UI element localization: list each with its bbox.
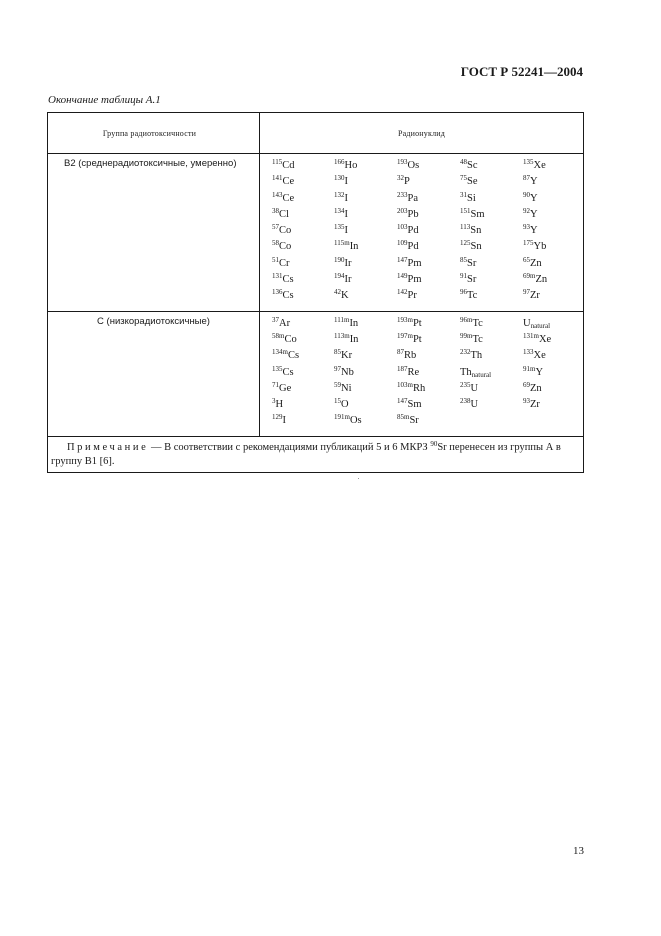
- note-dash: —: [148, 441, 165, 453]
- mass-number: 58m: [272, 331, 285, 340]
- nuclide-item: [523, 223, 583, 239]
- element-symbol: Cl: [279, 208, 289, 220]
- element-symbol: Co: [279, 241, 292, 253]
- element-symbol: Sr: [409, 415, 419, 427]
- nuclide-item: [397, 158, 460, 174]
- element-symbol: Pm: [407, 257, 422, 269]
- scan-speck: [358, 478, 359, 479]
- nuclide-item: [397, 348, 460, 364]
- nuclide-item: [523, 381, 583, 397]
- page-number: 13: [573, 845, 584, 857]
- element-symbol: Ar: [279, 317, 291, 329]
- group-label: В2 (среднерадиотоксичные, умеренно): [64, 158, 237, 169]
- mass-number: 65: [523, 255, 530, 264]
- nuclide-item: [460, 413, 523, 429]
- mass-number: 191m: [334, 413, 350, 422]
- note-text-before: В соответствии с рекомендациями публикаций 5 и 6 МКРЗ: [164, 441, 431, 453]
- element-symbol: Pr: [407, 290, 417, 302]
- mass-number: 96: [460, 288, 467, 297]
- mass-number: 130: [334, 174, 345, 183]
- element-symbol: Ni: [341, 382, 352, 394]
- mass-number: 3: [272, 397, 276, 406]
- nuclide-item: [397, 288, 460, 304]
- table-note-row: [48, 436, 584, 472]
- mass-number: 48: [460, 158, 467, 166]
- mass-number: 113m: [334, 331, 350, 340]
- element-symbol: Tc: [467, 290, 478, 302]
- element-symbol: Si: [467, 192, 476, 204]
- element-symbol: Sn: [470, 241, 482, 253]
- nuclide-item: [334, 158, 397, 174]
- nuclide-item: [334, 316, 397, 332]
- mass-number: 135: [334, 223, 345, 232]
- mass-number: 136: [272, 288, 283, 297]
- mass-number: 235: [460, 380, 471, 389]
- nuclide-item: [272, 397, 334, 413]
- mass-number: 97: [523, 288, 530, 297]
- element-symbol: Ce: [282, 176, 295, 188]
- element-symbol: Zr: [530, 399, 540, 411]
- mass-number: 134m: [272, 348, 288, 357]
- nuclide-item: [397, 174, 460, 190]
- element-symbol: Sm: [407, 399, 422, 411]
- nuclide-item: [397, 272, 460, 288]
- element-symbol: O: [341, 399, 349, 411]
- mass-number: 59: [334, 380, 341, 389]
- group-cell-c: [48, 311, 260, 436]
- nuclide-grid: [272, 316, 583, 430]
- mass-number: 58: [272, 239, 279, 248]
- element-symbol: Th: [460, 366, 472, 378]
- nuclide-item: [397, 413, 460, 429]
- nuclide-item: [272, 413, 334, 429]
- element-symbol: Cs: [282, 366, 294, 378]
- nuclide-item: [334, 332, 397, 348]
- nuclide-item: [523, 397, 583, 413]
- nuclide-item: [334, 272, 397, 288]
- natural-subscript: natural: [471, 370, 492, 379]
- mass-number: 103: [397, 223, 408, 232]
- element-symbol: Sn: [470, 225, 482, 237]
- element-symbol: Sr: [467, 274, 477, 286]
- nuclide-grid: [272, 158, 583, 305]
- mass-number: 85m: [397, 413, 410, 422]
- note-text-after: Sr перенесен из группы А в группу В1 [6].: [51, 441, 561, 467]
- mass-number: 131m: [523, 331, 539, 340]
- mass-number: 193: [397, 158, 408, 166]
- mass-number: 197m: [397, 331, 413, 340]
- nuclide-item: [523, 191, 583, 207]
- mass-number: 93: [523, 397, 530, 406]
- mass-number: 75: [460, 174, 467, 183]
- table-note: [48, 436, 584, 472]
- nuclide-item: [460, 223, 523, 239]
- nuclide-item: [334, 288, 397, 304]
- nuclide-item: [334, 256, 397, 272]
- mass-number: 175: [523, 239, 534, 248]
- element-symbol: In: [349, 333, 359, 345]
- element-symbol: Se: [467, 176, 478, 188]
- nuclide-item: [460, 288, 523, 304]
- nuclide-item: [272, 288, 334, 304]
- mass-number: 135: [523, 158, 534, 166]
- element-symbol: Xe: [538, 333, 552, 345]
- element-symbol: Pt: [412, 333, 422, 345]
- nuclide-item: [272, 332, 334, 348]
- mass-number: 93: [523, 223, 530, 232]
- element-symbol: Zr: [530, 290, 540, 302]
- nuclide-item: [460, 174, 523, 190]
- element-symbol: Rh: [412, 382, 426, 394]
- element-symbol: Pt: [412, 317, 422, 329]
- nuclide-item: [272, 256, 334, 272]
- nuclide-item: [334, 223, 397, 239]
- mass-number: 190: [334, 255, 345, 264]
- mass-number: 115m: [334, 239, 350, 248]
- table-header-row: [48, 113, 584, 154]
- natural-subscript: natural: [530, 321, 551, 330]
- mass-number: 238: [460, 397, 471, 406]
- mass-number: 37: [272, 315, 279, 324]
- nuclide-item: [523, 332, 583, 348]
- element-symbol: In: [349, 317, 359, 329]
- element-symbol: Cs: [287, 350, 300, 362]
- mass-number: 166: [334, 158, 345, 166]
- mass-number: 42: [334, 288, 341, 297]
- element-symbol: Y: [530, 225, 538, 237]
- element-symbol: Th: [470, 350, 483, 362]
- nuclide-item: [272, 207, 334, 223]
- mass-number: 51: [272, 255, 279, 264]
- element-symbol: Y: [530, 176, 538, 188]
- element-symbol: H: [275, 399, 284, 411]
- mass-number: 232: [460, 348, 471, 357]
- table-row-b2: [48, 154, 584, 312]
- nuclide-item: [523, 348, 583, 364]
- mass-number: 85: [334, 348, 341, 357]
- element-symbol: Ir: [344, 257, 352, 269]
- nuclide-item: [523, 288, 583, 304]
- element-symbol: Kr: [341, 350, 353, 362]
- note-superscript: 90: [430, 439, 438, 448]
- mass-number: 129: [272, 413, 283, 422]
- mass-number: 149: [397, 272, 408, 281]
- nuclide-item: [397, 332, 460, 348]
- nuclide-item: [460, 332, 523, 348]
- mass-number: 90: [523, 190, 530, 199]
- element-symbol: Y: [535, 366, 544, 378]
- element-symbol: Sr: [467, 257, 477, 269]
- mass-number: 193m: [397, 315, 413, 324]
- mass-number: 194: [334, 272, 345, 281]
- nuclide-item: [523, 174, 583, 190]
- element-symbol: Os: [407, 160, 420, 171]
- element-symbol: Pb: [407, 208, 419, 220]
- note-label: Примечание: [67, 441, 149, 453]
- mass-number: 85: [460, 255, 467, 264]
- element-symbol: Cs: [282, 274, 294, 286]
- element-symbol: I: [282, 415, 286, 427]
- element-symbol: Pd: [407, 241, 419, 253]
- group-label: С (низкорадиотоксичные): [97, 315, 210, 327]
- nuclide-item: [272, 272, 334, 288]
- element-symbol: I: [344, 176, 348, 188]
- nuclide-item: [397, 316, 460, 332]
- nuclide-item: [334, 191, 397, 207]
- element-symbol: Tc: [472, 333, 483, 345]
- element-symbol: Ir: [344, 274, 352, 286]
- mass-number: 91m: [523, 364, 536, 373]
- nuclide-item: [460, 348, 523, 364]
- element-symbol: Ho: [344, 160, 358, 171]
- mass-number: 57: [272, 223, 279, 232]
- mass-number: 97: [334, 364, 341, 373]
- mass-number: 147: [397, 397, 408, 406]
- nuclide-item: [334, 413, 397, 429]
- mass-number: 87: [397, 348, 404, 357]
- element-symbol: Xe: [533, 160, 546, 171]
- element-symbol: I: [344, 192, 348, 204]
- element-symbol: Y: [530, 208, 538, 220]
- element-symbol: Tc: [472, 317, 483, 329]
- nuclide-item: [460, 191, 523, 207]
- element-symbol: Sm: [470, 208, 485, 220]
- element-symbol: I: [344, 225, 348, 237]
- mass-number: 203: [397, 206, 408, 215]
- nuclide-item: [460, 256, 523, 272]
- mass-number: 99m: [460, 331, 473, 340]
- mass-number: 132: [334, 190, 345, 199]
- nuclide-item: [397, 365, 460, 381]
- group-column-header: Группа радиотоксичности: [48, 113, 260, 154]
- element-symbol: Co: [284, 333, 297, 345]
- element-symbol: Cd: [282, 160, 295, 171]
- nuclide-item: [460, 239, 523, 255]
- element-symbol: Ge: [279, 382, 292, 394]
- element-symbol: U: [523, 317, 531, 329]
- nuclide-column-header: Радионуклид: [260, 113, 584, 154]
- nuclide-item: [523, 413, 583, 429]
- mass-number: 69m: [523, 272, 536, 281]
- mass-number: 96m: [460, 315, 473, 324]
- nuclide-item: [272, 223, 334, 239]
- element-symbol: Pa: [407, 192, 418, 204]
- mass-number: 38: [272, 206, 279, 215]
- mass-number: 151: [460, 206, 471, 215]
- mass-number: 233: [397, 190, 408, 199]
- element-symbol: Pd: [407, 225, 419, 237]
- mass-number: 142: [397, 288, 408, 297]
- nuclide-item: [334, 381, 397, 397]
- mass-number: 71: [272, 380, 279, 389]
- element-symbol: Cs: [282, 290, 294, 302]
- nuclide-cell-c: [260, 311, 584, 436]
- nuclide-item: [523, 272, 583, 288]
- mass-number: 131: [272, 272, 283, 281]
- element-symbol: Nb: [341, 366, 354, 378]
- mass-number: 147: [397, 255, 408, 264]
- element-symbol: Co: [279, 225, 292, 237]
- nuclide-item: [272, 191, 334, 207]
- nuclide-item: [460, 397, 523, 413]
- element-symbol: U: [470, 382, 479, 394]
- nuclide-item: [523, 239, 583, 255]
- element-symbol: Zn: [530, 257, 542, 269]
- element-symbol: Os: [349, 415, 362, 427]
- mass-number: 91: [460, 272, 467, 281]
- nuclide-item: [397, 256, 460, 272]
- mass-number: 187: [397, 364, 408, 373]
- nuclide-item: [460, 381, 523, 397]
- nuclide-item: [397, 191, 460, 207]
- nuclide-item: [334, 207, 397, 223]
- nuclide-item: [334, 348, 397, 364]
- nuclide-item: [397, 239, 460, 255]
- table-caption: Окончание таблицы А.1: [48, 94, 161, 106]
- mass-number: 143: [272, 190, 283, 199]
- element-symbol: In: [349, 241, 359, 253]
- nuclide-item: [272, 239, 334, 255]
- mass-number: 31: [460, 190, 467, 199]
- element-symbol: Rb: [404, 350, 417, 362]
- mass-number: 103m: [397, 380, 413, 389]
- nuclide-item: [272, 381, 334, 397]
- mass-number: 141: [272, 174, 283, 183]
- mass-number: 113: [460, 223, 471, 232]
- mass-number: 111m: [334, 315, 350, 324]
- mass-number: 125: [460, 239, 471, 248]
- nuclide-item: [272, 158, 334, 174]
- document-code: ГОСТ Р 52241—2004: [460, 64, 583, 79]
- nuclide-item: [272, 316, 334, 332]
- nuclide-item: [460, 272, 523, 288]
- element-symbol: Sc: [467, 160, 478, 171]
- nuclide-item: [272, 365, 334, 381]
- nuclide-item: [523, 316, 583, 332]
- nuclide-item: [523, 365, 583, 381]
- element-symbol: P: [404, 176, 410, 188]
- element-symbol: Pm: [407, 274, 422, 286]
- nuclide-item: [523, 207, 583, 223]
- nuclide-item: [460, 316, 523, 332]
- element-symbol: K: [341, 290, 349, 302]
- nuclide-item: [397, 207, 460, 223]
- nuclide-item: [272, 348, 334, 364]
- group-cell-b2: [48, 154, 260, 312]
- element-symbol: U: [470, 399, 479, 411]
- element-symbol: Cr: [279, 257, 290, 269]
- nuclide-cell-b2: [260, 154, 584, 312]
- element-symbol: Y: [530, 192, 538, 204]
- table-row-c: [48, 311, 584, 436]
- mass-number: 15: [334, 397, 341, 406]
- mass-number: 32: [397, 174, 404, 183]
- element-symbol: Zn: [535, 274, 548, 286]
- mass-number: 133: [523, 348, 534, 357]
- nuclide-item: [334, 239, 397, 255]
- mass-number: 134: [334, 206, 345, 215]
- radionuclide-table: [47, 112, 584, 473]
- element-symbol: Yb: [533, 241, 547, 253]
- mass-number: 135: [272, 364, 283, 373]
- mass-number: 109: [397, 239, 408, 248]
- nuclide-item: [397, 223, 460, 239]
- mass-number: 69: [523, 380, 530, 389]
- nuclide-item: [460, 365, 523, 381]
- element-symbol: Re: [407, 366, 420, 378]
- mass-number: 87: [523, 174, 530, 183]
- nuclide-item: [334, 174, 397, 190]
- nuclide-item: [460, 207, 523, 223]
- nuclide-item: [397, 397, 460, 413]
- nuclide-item: [272, 174, 334, 190]
- element-symbol: Xe: [533, 350, 546, 362]
- element-symbol: Zn: [530, 382, 542, 394]
- nuclide-item: [523, 158, 583, 174]
- mass-number: 115: [272, 158, 283, 166]
- nuclide-item: [523, 256, 583, 272]
- nuclide-item: [460, 158, 523, 174]
- nuclide-item: [334, 365, 397, 381]
- mass-number: 92: [523, 206, 530, 215]
- element-symbol: I: [344, 208, 348, 220]
- element-symbol: Ce: [282, 192, 295, 204]
- nuclide-item: [397, 381, 460, 397]
- nuclide-item: [334, 397, 397, 413]
